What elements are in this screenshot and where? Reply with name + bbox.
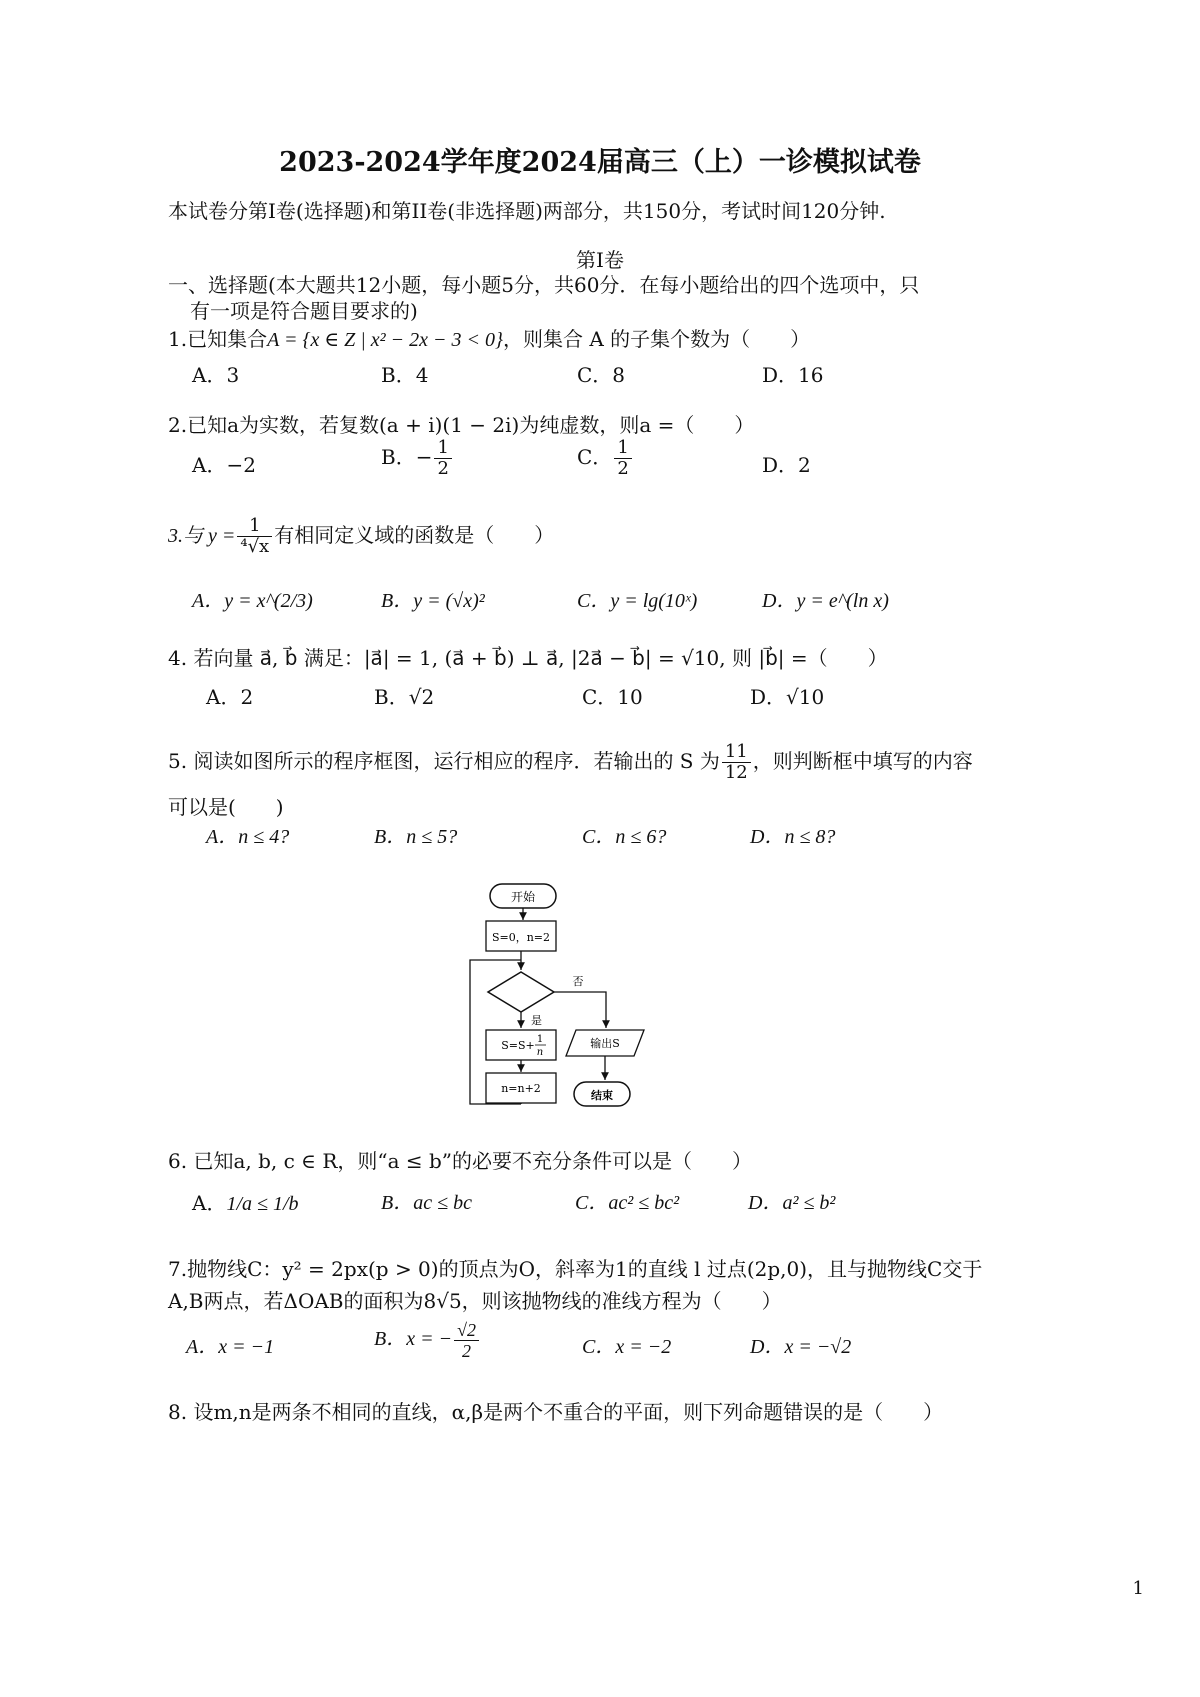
q2-b-fraction — [434, 438, 451, 479]
flow-no-branch — [554, 992, 606, 1028]
q2-option-a: A．−2 — [192, 453, 256, 477]
question-8-stem: 8. 设m,n是两条不相同的直线，α,β是两个不重合的平面，则下列命题错误的是（ ） — [168, 1400, 944, 1424]
question-4-stem: 4. 若向量 a⃗, b⃗ 满足：|a⃗| = 1, (a⃗ + b⃗) ⊥ a⃗, |2a⃗ − b⃗| = √10, 则 |b⃗| =（ ） — [168, 646, 888, 670]
q2-option-d: D．2 — [762, 453, 811, 477]
q7-b-den: 2 — [462, 1341, 472, 1361]
question-7-line1: 7.抛物线C：y² = 2px(p > 0)的顶点为O，斜率为1的直线 l 过点(2p,0)，且与抛物线C交于 — [168, 1257, 983, 1281]
q3-option-b: B．y = (√x)² — [381, 590, 485, 612]
flow-update-s-num: 1 — [536, 1034, 544, 1045]
exam-title: 2023-2024学年度2024届高三（上）一诊模拟试卷 — [279, 147, 921, 178]
q7-b-label: B．x = − — [374, 1328, 453, 1351]
q2-c-label: C． — [577, 445, 613, 469]
q4-option-d: D．√10 — [750, 685, 825, 709]
q2-option-c — [577, 438, 634, 479]
question-2-stem: 2.已知a为实数，若复数(a + i)(1 − 2i)为纯虚数，则a =（ ） — [168, 413, 755, 437]
page-number: 1 — [1132, 1578, 1144, 1599]
question-1-stem — [168, 324, 810, 355]
flow-start-label: 开始 — [510, 890, 536, 904]
q1-option-b: B．4 — [381, 363, 429, 387]
q5-option-d: D．n ≤ 8? — [750, 826, 836, 848]
flow-init-label: S=0，n=2 — [491, 931, 551, 944]
q4-option-a: A．2 — [206, 685, 254, 709]
q5-frac-den: 12 — [724, 762, 748, 783]
flow-update-n-label: n=n+2 — [501, 1082, 541, 1095]
q6-option-a — [192, 1188, 299, 1219]
question-3-stem — [168, 516, 554, 557]
q3-frac-num: 1 — [237, 516, 272, 537]
q3-post: 有相同定义域的函数是（ ） — [274, 523, 555, 547]
flow-no-label: 否 — [572, 975, 584, 988]
q2-b-den: 2 — [437, 458, 449, 479]
flow-update-s-label: S=S+ — [501, 1039, 535, 1052]
q6-option-b: B．ac ≤ bc — [381, 1192, 472, 1214]
q5-frac-num: 11 — [722, 742, 751, 763]
q7-option-b — [374, 1320, 481, 1361]
q7-option-d: D．x = −√2 — [750, 1336, 852, 1358]
q6-a-expr: 1/a ≤ 1/b — [226, 1193, 299, 1215]
flow-output-label: 输出S — [590, 1037, 620, 1050]
q5-fraction — [722, 742, 751, 783]
q3-frac-den: ⁴√x — [240, 536, 270, 557]
flow-decision-diamond — [488, 972, 554, 1012]
q1-option-a: A．3 — [192, 363, 240, 387]
q4-option-c: C．10 — [582, 685, 643, 709]
q2-b-num: 1 — [434, 438, 451, 459]
q1-post: ，则集合 A 的子集个数为（ ） — [502, 327, 811, 351]
question-6-stem: 6. 已知a, b, c ∈ R，则“a ≤ b”的必要不充分条件可以是（ ） — [168, 1149, 753, 1173]
q1-option-c: C．8 — [577, 363, 626, 387]
question-5-stem — [168, 742, 973, 783]
q5-post: ，则判断框中填写的内容 — [752, 749, 973, 773]
q5-pre: 5. 阅读如图所示的程序框图，运行相应的程序．若输出的 S 为 — [168, 749, 720, 773]
flow-end-label: 结束 — [591, 1089, 613, 1102]
q3-option-a: A．y = x^(2/3) — [192, 590, 313, 612]
q2-b-label: B．− — [381, 445, 433, 469]
q5-option-c: C．n ≤ 6? — [582, 826, 667, 848]
q7-option-c: C．x = −2 — [582, 1336, 672, 1358]
q7-option-a: A．x = −1 — [186, 1336, 275, 1358]
q3-fraction — [237, 516, 272, 557]
question-7-line2: A,B两点，若ΔOAB的面积为8√5，则该抛物线的准线方程为（ ） — [168, 1289, 782, 1313]
q7-b-num: √2 — [454, 1320, 479, 1341]
q6-option-c: C．ac² ≤ bc² — [575, 1192, 680, 1214]
section-heading-line1: 一、选择题(本大题共12小题，每小题5分，共60分．在每小题给出的四个选项中，只 — [168, 273, 920, 297]
q6-a-label: A． — [192, 1191, 227, 1215]
exam-intro: 本试卷分第Ⅰ卷(选择题)和第II卷(非选择题)两部分，共150分，考试时间120分钟. — [168, 199, 886, 223]
q5-stem-line2: 可以是( ) — [168, 795, 284, 819]
q5-option-a: A．n ≤ 4? — [206, 826, 290, 848]
q2-c-fraction — [614, 438, 631, 479]
q2-c-num: 1 — [614, 438, 631, 459]
q5-option-b: B．n ≤ 5? — [374, 826, 458, 848]
q1-set: A = {x ∈ Z | x² − 2x − 3 < 0} — [267, 329, 503, 351]
flow-update-s-den: n — [536, 1047, 544, 1058]
q6-option-d: D．a² ≤ b² — [748, 1192, 836, 1214]
q1-option-d: D．16 — [762, 363, 824, 387]
q3-option-c: C．y = lg(10ˣ) — [577, 590, 698, 612]
q3-option-d: D．y = e^(ln x) — [762, 590, 889, 612]
q1-pre: 1.已知集合 — [168, 327, 268, 351]
section-heading-line2: 有一项是符合题目要求的) — [190, 299, 418, 323]
q7-b-fraction — [454, 1320, 479, 1361]
q2-c-den: 2 — [617, 458, 629, 479]
program-flowchart — [460, 878, 660, 1118]
flow-yes-label: 是 — [531, 1014, 542, 1027]
q3-pre: 3.与 y = — [168, 525, 236, 547]
q4-option-b: B．√2 — [374, 685, 435, 709]
part-heading: 第Ⅰ卷 — [576, 248, 624, 272]
q2-option-b — [381, 438, 454, 479]
